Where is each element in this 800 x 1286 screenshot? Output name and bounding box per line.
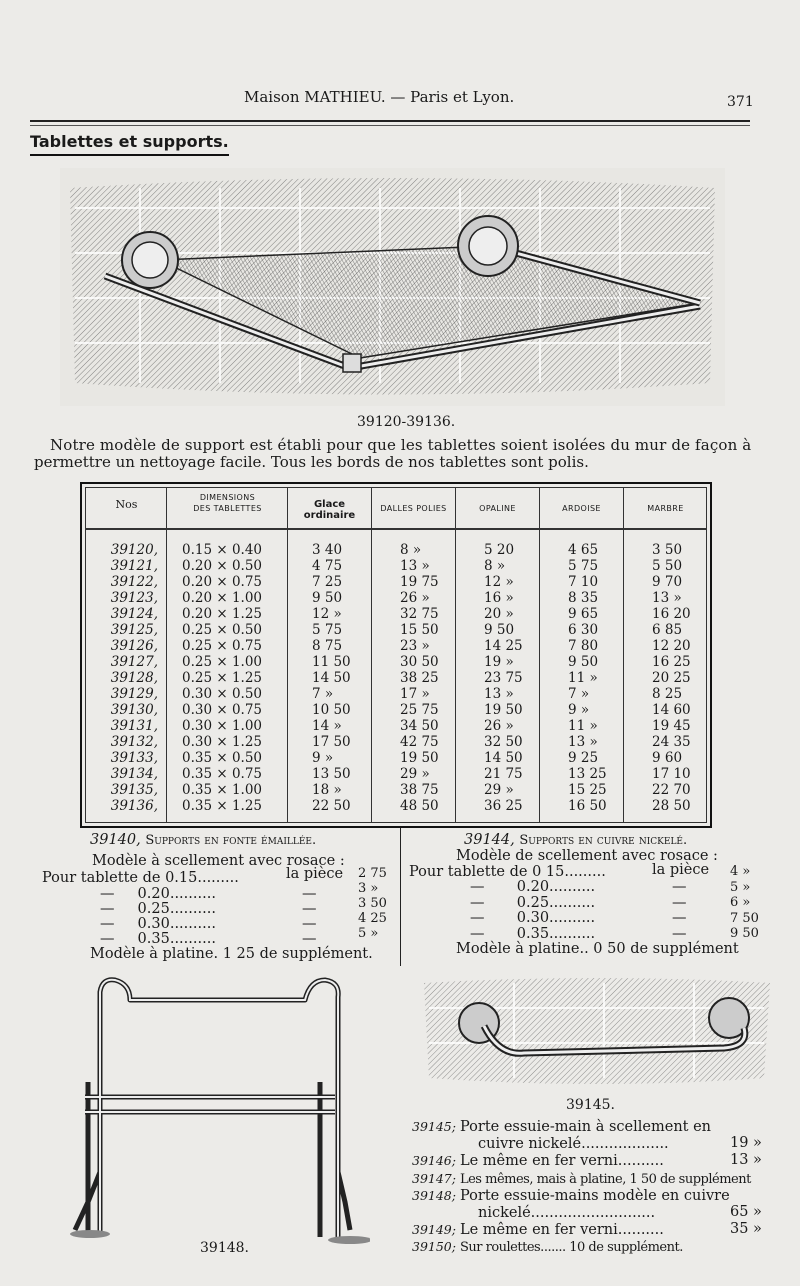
row-cell: 20 25: [652, 670, 691, 686]
row-cell: 20 »: [484, 606, 514, 622]
row-number: 39126,: [110, 638, 158, 654]
towel-stand-illustration: [60, 972, 370, 1262]
support-cuivre-dashes: — — — —: [672, 879, 687, 942]
row-cell: 11 50: [312, 654, 351, 670]
table-row: [82, 558, 710, 574]
row-cell: 0.25 × 1.25: [182, 670, 263, 686]
item-ref: 39147;: [412, 1170, 456, 1186]
support-fonte-heading: Supports en fonte émaillée.: [145, 833, 317, 848]
description-line-1: Notre modèle de support est établi pour que les tablettes soient isolées du mur de façon à: [50, 436, 752, 454]
row-cell: 7 »: [568, 686, 590, 702]
item-price: 65 »: [730, 1204, 762, 1220]
row-cell: 0.35 × 1.00: [182, 782, 263, 798]
row-cell: 9 »: [568, 702, 590, 718]
size-label: Pour tablette de 0.15.........: [42, 870, 239, 886]
row-cell: 4 75: [312, 558, 343, 574]
list-item: [412, 1238, 782, 1256]
row-cell: 0.30 × 0.50: [182, 686, 263, 702]
row-number: 39124,: [110, 606, 158, 622]
row-cell: 0.20 × 0.75: [182, 574, 263, 590]
list-item: [412, 1118, 782, 1136]
row-cell: 29 »: [400, 766, 430, 782]
table-row: [82, 766, 710, 782]
item-text: cuivre nickelé...................: [478, 1136, 669, 1153]
row-cell: 14 60: [652, 702, 691, 718]
row-cell: 12 »: [484, 574, 514, 590]
table-row: [82, 574, 710, 590]
row-number: 39134,: [110, 766, 158, 782]
row-number: 39129,: [110, 686, 158, 702]
row-cell: 19 75: [400, 574, 439, 590]
row-number: 39132,: [110, 734, 158, 750]
header-ardoise: ARDOISE: [562, 504, 601, 513]
support-cuivre-unit: la pièce: [652, 862, 710, 878]
header-rule: [30, 120, 750, 122]
row-number: 39128,: [110, 670, 158, 686]
row-cell: 14 »: [312, 718, 342, 734]
list-item: [474, 1135, 800, 1153]
row-cell: 3 40: [312, 542, 343, 558]
header-dalles: DALLES POLIES: [380, 504, 447, 513]
row-cell: 13 »: [400, 558, 430, 574]
row-cell: 8 »: [484, 558, 506, 574]
header-rule-thin: [30, 125, 750, 126]
row-number: 39122,: [110, 574, 158, 590]
support-fonte-row-0: [42, 870, 239, 887]
support-fonte-prices: 2 75 3 » 3 50 4 25 5 »: [358, 866, 387, 941]
row-number: 39123,: [110, 590, 158, 606]
support-cuivre-title: [464, 832, 687, 849]
row-number: 39120,: [110, 542, 158, 558]
support-fonte-unit: la pièce: [286, 866, 344, 882]
table-row: [82, 590, 710, 606]
item-price: 35 »: [730, 1221, 762, 1238]
item-ref: 39150;: [412, 1239, 456, 1255]
item-price: 13 »: [730, 1152, 762, 1169]
ref-39140: 39140,: [90, 832, 141, 848]
row-cell: 7 80: [568, 638, 599, 654]
row-cell: 19 50: [400, 750, 439, 766]
item-text: Le même en fer verni..........: [459, 1222, 664, 1239]
table-row: [82, 798, 710, 814]
page-number: 371: [727, 94, 754, 110]
row-cell: 0.20 × 0.50: [182, 558, 263, 574]
row-cell: 18 »: [312, 782, 342, 798]
row-cell: 38 75: [400, 782, 439, 798]
row-cell: 14 25: [484, 638, 523, 654]
row-cell: 5 20: [484, 542, 515, 558]
row-cell: 17 50: [312, 734, 351, 750]
section-title: Tablettes et supports.: [30, 132, 229, 156]
item-ref: 39148;: [412, 1187, 456, 1203]
list-item: [412, 1221, 782, 1239]
header-glace: Glace ordinaire: [303, 499, 356, 521]
towel-rail-illustration: [424, 978, 770, 1086]
row-number: 39127,: [110, 654, 158, 670]
row-cell: 17 »: [400, 686, 430, 702]
row-cell: 38 25: [400, 670, 439, 686]
page-header: [0, 88, 800, 114]
row-number: 39130,: [110, 702, 158, 718]
row-cell: 9 »: [312, 750, 334, 766]
row-cell: 0.20 × 1.25: [182, 606, 263, 622]
table-row: [82, 638, 710, 654]
table-row: [82, 686, 710, 702]
caption-39120-39136: 39120-39136.: [357, 414, 456, 430]
row-cell: 14 50: [312, 670, 351, 686]
row-cell: 32 50: [484, 734, 523, 750]
item-text: Les mêmes, mais à platine, 1 50 de supplément: [459, 1171, 751, 1187]
item-text: nickelé...........................: [478, 1205, 656, 1221]
header-opaline: OPALINE: [479, 504, 516, 513]
row-cell: 8 »: [400, 542, 422, 558]
row-cell: 32 75: [400, 606, 439, 622]
support-cuivre-platine: Modèle à platine.. 0 50 de supplément: [456, 941, 739, 957]
row-number: 39135,: [110, 782, 158, 798]
row-number: 39131,: [110, 718, 158, 734]
row-cell: 7 »: [312, 686, 334, 702]
list-item: [474, 1204, 800, 1222]
item-ref: 39145;: [412, 1119, 456, 1134]
row-cell: 5 75: [568, 558, 599, 574]
description: [34, 437, 764, 471]
row-cell: 13 »: [568, 734, 598, 750]
row-cell: 4 65: [568, 542, 599, 558]
support-cuivre-sizes: — 0.20.......... — 0.25.......... — 0.30.......... — 0.35..........: [470, 879, 596, 942]
row-cell: 16 »: [484, 590, 514, 606]
row-cell: 9 65: [568, 606, 599, 622]
row-cell: 16 25: [652, 654, 691, 670]
table-row: [82, 654, 710, 670]
row-cell: 13 25: [568, 766, 607, 782]
row-cell: 36 25: [484, 798, 523, 814]
row-number: 39136,: [110, 798, 158, 814]
list-item: [412, 1170, 782, 1188]
row-cell: 15 50: [400, 622, 439, 638]
row-cell: 11 »: [568, 718, 598, 734]
support-fonte-title: [90, 832, 316, 849]
support-cuivre-heading: Supports en cuivre nickelé.: [519, 833, 688, 848]
table-row: [82, 702, 710, 718]
row-cell: 22 70: [652, 782, 691, 798]
row-cell: 0.25 × 1.00: [182, 654, 263, 670]
list-item: [412, 1187, 782, 1205]
row-cell: 3 50: [652, 542, 683, 558]
caption-39145: 39145.: [566, 1097, 615, 1113]
row-cell: 0.30 × 0.75: [182, 702, 263, 718]
row-cell: 0.20 × 1.00: [182, 590, 263, 606]
row-cell: 30 50: [400, 654, 439, 670]
table-row: [82, 782, 710, 798]
row-cell: 14 50: [484, 750, 523, 766]
row-cell: 12 »: [312, 606, 342, 622]
row-cell: 42 75: [400, 734, 439, 750]
row-cell: 22 50: [312, 798, 351, 814]
table-row: [82, 718, 710, 734]
header-dimensions-1: DIMENSIONS: [199, 493, 256, 502]
price-table: [80, 482, 712, 828]
row-cell: 19 45: [652, 718, 691, 734]
row-cell: 6 30: [568, 622, 599, 638]
row-cell: 0.25 × 0.75: [182, 638, 263, 654]
item-price: 19 »: [730, 1135, 762, 1152]
header-marbre: MARBRE: [647, 504, 684, 513]
table-row: [82, 622, 710, 638]
row-cell: 0.30 × 1.00: [182, 718, 263, 734]
support-fonte-dashes: — — — —: [302, 886, 317, 947]
row-cell: 23 »: [400, 638, 430, 654]
row-cell: 26 »: [484, 718, 514, 734]
row-cell: 34 50: [400, 718, 439, 734]
row-cell: 25 75: [400, 702, 439, 718]
row-cell: 26 »: [400, 590, 430, 606]
description-line-2: permettre un nettoyage facile. Tous les bords de nos tablettes sont polis.: [34, 453, 589, 471]
header-title: Maison MATHIEU. — Paris et Lyon.: [244, 88, 515, 106]
row-cell: 21 75: [484, 766, 523, 782]
support-cuivre-prices: 4 » 5 » 6 » 7 50 9 50: [730, 864, 759, 941]
column-divider: [400, 828, 401, 966]
item-ref: 39146;: [412, 1153, 456, 1169]
row-cell: 19 »: [484, 654, 514, 670]
support-cuivre-subtitle: Modèle de scellement avec rosace :: [456, 848, 718, 864]
list-item: [412, 1152, 782, 1170]
row-number: 39125,: [110, 622, 158, 638]
row-cell: 9 60: [652, 750, 683, 766]
row-cell: 29 »: [484, 782, 514, 798]
row-cell: 9 50: [312, 590, 343, 606]
table-row: [82, 606, 710, 622]
row-number: 39133,: [110, 750, 158, 766]
item-text: Sur roulettes....... 10 de supplément.: [459, 1240, 683, 1256]
row-cell: 0.15 × 0.40: [182, 542, 263, 558]
row-cell: 5 75: [312, 622, 343, 638]
row-cell: 7 10: [568, 574, 599, 590]
row-cell: 0.35 × 1.25: [182, 798, 263, 814]
row-cell: 48 50: [400, 798, 439, 814]
row-cell: 0.25 × 0.50: [182, 622, 263, 638]
table-row: [82, 750, 710, 766]
row-cell: 9 50: [568, 654, 599, 670]
row-cell: 16 20: [652, 606, 691, 622]
row-cell: 11 »: [568, 670, 598, 686]
caption-39148: 39148.: [200, 1240, 249, 1256]
size-label: Pour tablette de 0 15.........: [409, 864, 606, 880]
support-fonte-subtitle: Modèle à scellement avec rosace :: [92, 853, 345, 869]
header-dimensions-2: DES TABLETTES: [193, 504, 262, 513]
support-fonte-sizes: — 0.20.......... — 0.25.......... — 0.30.......... — 0.35..........: [100, 886, 216, 947]
row-cell: 9 70: [652, 574, 683, 590]
row-cell: 13 50: [312, 766, 351, 782]
row-cell: 16 50: [568, 798, 607, 814]
row-cell: 6 85: [652, 622, 683, 638]
row-cell: 15 25: [568, 782, 607, 798]
row-cell: 19 50: [484, 702, 523, 718]
row-cell: 17 10: [652, 766, 691, 782]
item-text: Le même en fer verni..........: [459, 1153, 664, 1170]
row-cell: 28 50: [652, 798, 691, 814]
shelf-illustration: [60, 168, 725, 406]
row-number: 39121,: [110, 558, 158, 574]
row-cell: 9 25: [568, 750, 599, 766]
row-cell: 12 20: [652, 638, 691, 654]
ref-39144: 39144,: [464, 832, 515, 848]
item-text: Porte essuie-mains modèle en cuivre: [459, 1187, 730, 1204]
row-cell: 24 35: [652, 734, 691, 750]
row-cell: 23 75: [484, 670, 523, 686]
row-cell: 8 75: [312, 638, 343, 654]
row-cell: 8 25: [652, 686, 683, 702]
row-cell: 0.30 × 1.25: [182, 734, 263, 750]
row-cell: 13 »: [484, 686, 514, 702]
table-row: [82, 670, 710, 686]
table-row: [82, 542, 710, 558]
item-ref: 39149;: [412, 1222, 456, 1238]
row-cell: 0.35 × 0.75: [182, 766, 263, 782]
row-cell: 8 35: [568, 590, 599, 606]
item-text: Porte essuie-main à scellement en: [459, 1119, 712, 1135]
row-cell: 7 25: [312, 574, 343, 590]
table-row: [82, 734, 710, 750]
row-cell: 13 »: [652, 590, 682, 606]
header-num: Nos: [115, 498, 138, 511]
row-cell: 10 50: [312, 702, 351, 718]
support-fonte-platine: Modèle à platine. 1 25 de supplément.: [90, 946, 373, 962]
row-cell: 0.35 × 0.50: [182, 750, 263, 766]
row-cell: 9 50: [484, 622, 515, 638]
header-dimensions: [168, 492, 287, 514]
row-cell: 5 50: [652, 558, 683, 574]
